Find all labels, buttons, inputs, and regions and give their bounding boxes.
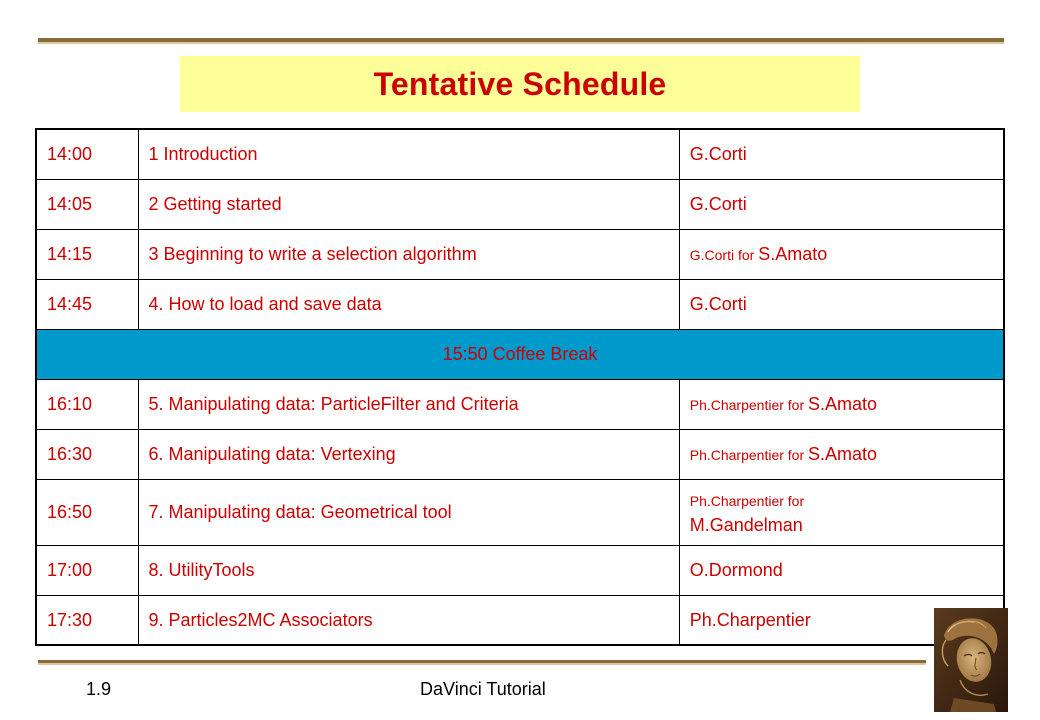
break-cell: 15:50 Coffee Break [36, 329, 1004, 379]
slide-number: 1.9 [86, 679, 112, 699]
speaker-cell: Ph.Charpentier [679, 595, 1004, 645]
speaker-cell [679, 379, 1004, 429]
bottom-divider [38, 660, 926, 663]
topic-cell: 9. Particles2MC Associators [138, 595, 679, 645]
table-row [36, 229, 1004, 279]
speaker-cell [679, 429, 1004, 479]
table-row [36, 595, 1004, 645]
topic-cell: 8. UtilityTools [138, 545, 679, 595]
table-row [36, 379, 1004, 429]
speaker-cell [679, 229, 1004, 279]
table-row [36, 179, 1004, 229]
table-row [36, 129, 1004, 179]
speaker-cell: G.Corti [679, 179, 1004, 229]
table-row [36, 545, 1004, 595]
time-cell: 16:30 [36, 429, 138, 479]
topic-cell: 3 Beginning to write a selection algorithm [138, 229, 679, 279]
slide-title: Tentative Schedule [373, 65, 667, 102]
speaker-prefix: G.Corti for [689, 246, 759, 263]
schedule-table [35, 128, 1005, 646]
speaker-name: S.Amato [758, 243, 828, 264]
title-banner [180, 56, 860, 112]
topic-cell: 6. Manipulating data: Vertexing [138, 429, 679, 479]
topic-cell: 5. Manipulating data: ParticleFilter and Criteria [138, 379, 679, 429]
speaker-prefix: Ph.Charpentier for [689, 492, 805, 509]
topic-cell: 1 Introduction [138, 129, 679, 179]
speaker-name: S.Amato [808, 443, 878, 464]
speaker-cell [679, 479, 1004, 545]
time-cell: 14:15 [36, 229, 138, 279]
speaker-cell: G.Corti [679, 129, 1004, 179]
speaker-name: S.Amato [808, 393, 878, 414]
footer-title: DaVinci Tutorial [420, 679, 546, 699]
top-divider [38, 38, 1004, 42]
topic-cell: 4. How to load and save data [138, 279, 679, 329]
leonardo-sketch-portrait-icon [934, 608, 1008, 712]
time-cell: 17:30 [36, 595, 138, 645]
speaker-prefix: Ph.Charpentier for [689, 396, 809, 413]
table-row [36, 279, 1004, 329]
time-cell: 14:05 [36, 179, 138, 229]
table-row [36, 429, 1004, 479]
topic-cell: 2 Getting started [138, 179, 679, 229]
time-cell: 14:00 [36, 129, 138, 179]
speaker-cell: O.Dormond [679, 545, 1004, 595]
topic-cell: 7. Manipulating data: Geometrical tool [138, 479, 679, 545]
time-cell: 16:10 [36, 379, 138, 429]
speaker-prefix: Ph.Charpentier for [689, 446, 809, 463]
time-cell: 17:00 [36, 545, 138, 595]
table-row [36, 479, 1004, 545]
break-row [36, 329, 1004, 379]
speaker-name: M.Gandelman [689, 514, 803, 535]
time-cell: 14:45 [36, 279, 138, 329]
time-cell: 16:50 [36, 479, 138, 545]
speaker-cell: G.Corti [679, 279, 1004, 329]
